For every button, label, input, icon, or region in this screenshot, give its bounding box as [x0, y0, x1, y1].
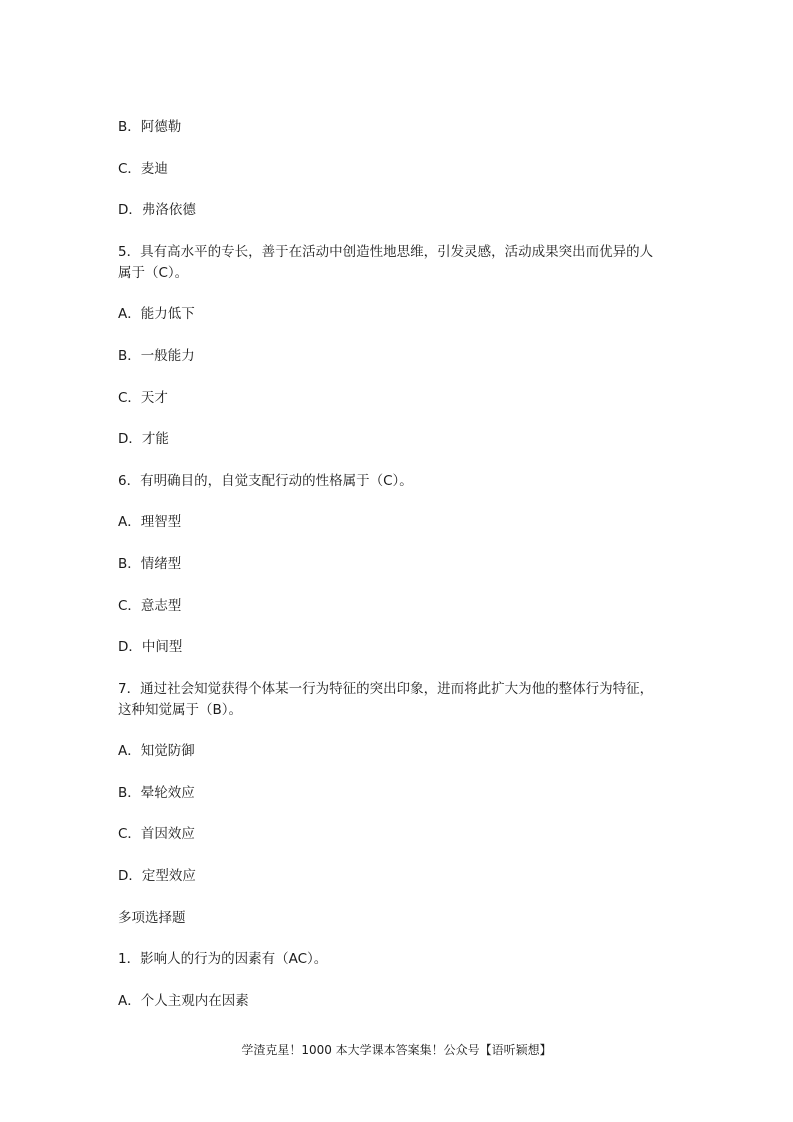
question-5-line-2: 属于（C）。	[118, 265, 189, 281]
q6-option-b: B．情绪型	[118, 556, 182, 572]
q5-option-a: A．能力低下	[118, 306, 195, 322]
mc-q1-option-a: A．个人主观内在因素	[118, 993, 249, 1009]
mc-question-1: 1．影响人的行为的因素有（AC）。	[118, 951, 328, 967]
page-footer: 学渣克星！1000 本大学课本答案集！公众号【语听颖想】	[241, 1043, 552, 1057]
q7-option-c: C．首因效应	[118, 826, 195, 842]
q7-option-b: B．晕轮效应	[118, 785, 195, 801]
option-b-adler: B．阿德勒	[118, 119, 182, 135]
q6-option-a: A．理智型	[118, 514, 182, 530]
q5-option-b: B．一般能力	[118, 348, 195, 364]
option-c-maddi: C．麦迪	[118, 161, 168, 177]
question-7-line-1: 7．通过社会知觉获得个体某一行为特征的突出印象，进而将此扩大为他的整体行为特征，	[118, 681, 654, 697]
q6-option-d: D．中间型	[118, 639, 183, 655]
question-6: 6．有明确目的，自觉支配行动的性格属于（C）。	[118, 473, 413, 489]
q5-option-d: D．才能	[118, 431, 169, 447]
question-5-line-1: 5．具有高水平的专长，善于在活动中创造性地思维，引发灵感，活动成果突出而优异的人	[118, 244, 654, 260]
q5-option-c: C．天才	[118, 390, 168, 406]
q6-option-c: C．意志型	[118, 598, 182, 614]
q7-option-a: A．知觉防御	[118, 743, 195, 759]
option-d-freud: D．弗洛依德	[118, 202, 196, 218]
question-7-line-2: 这种知觉属于（B）。	[118, 702, 243, 718]
q7-option-d: D．定型效应	[118, 868, 196, 884]
section-heading-multiple-choice: 多项选择题	[118, 910, 186, 926]
